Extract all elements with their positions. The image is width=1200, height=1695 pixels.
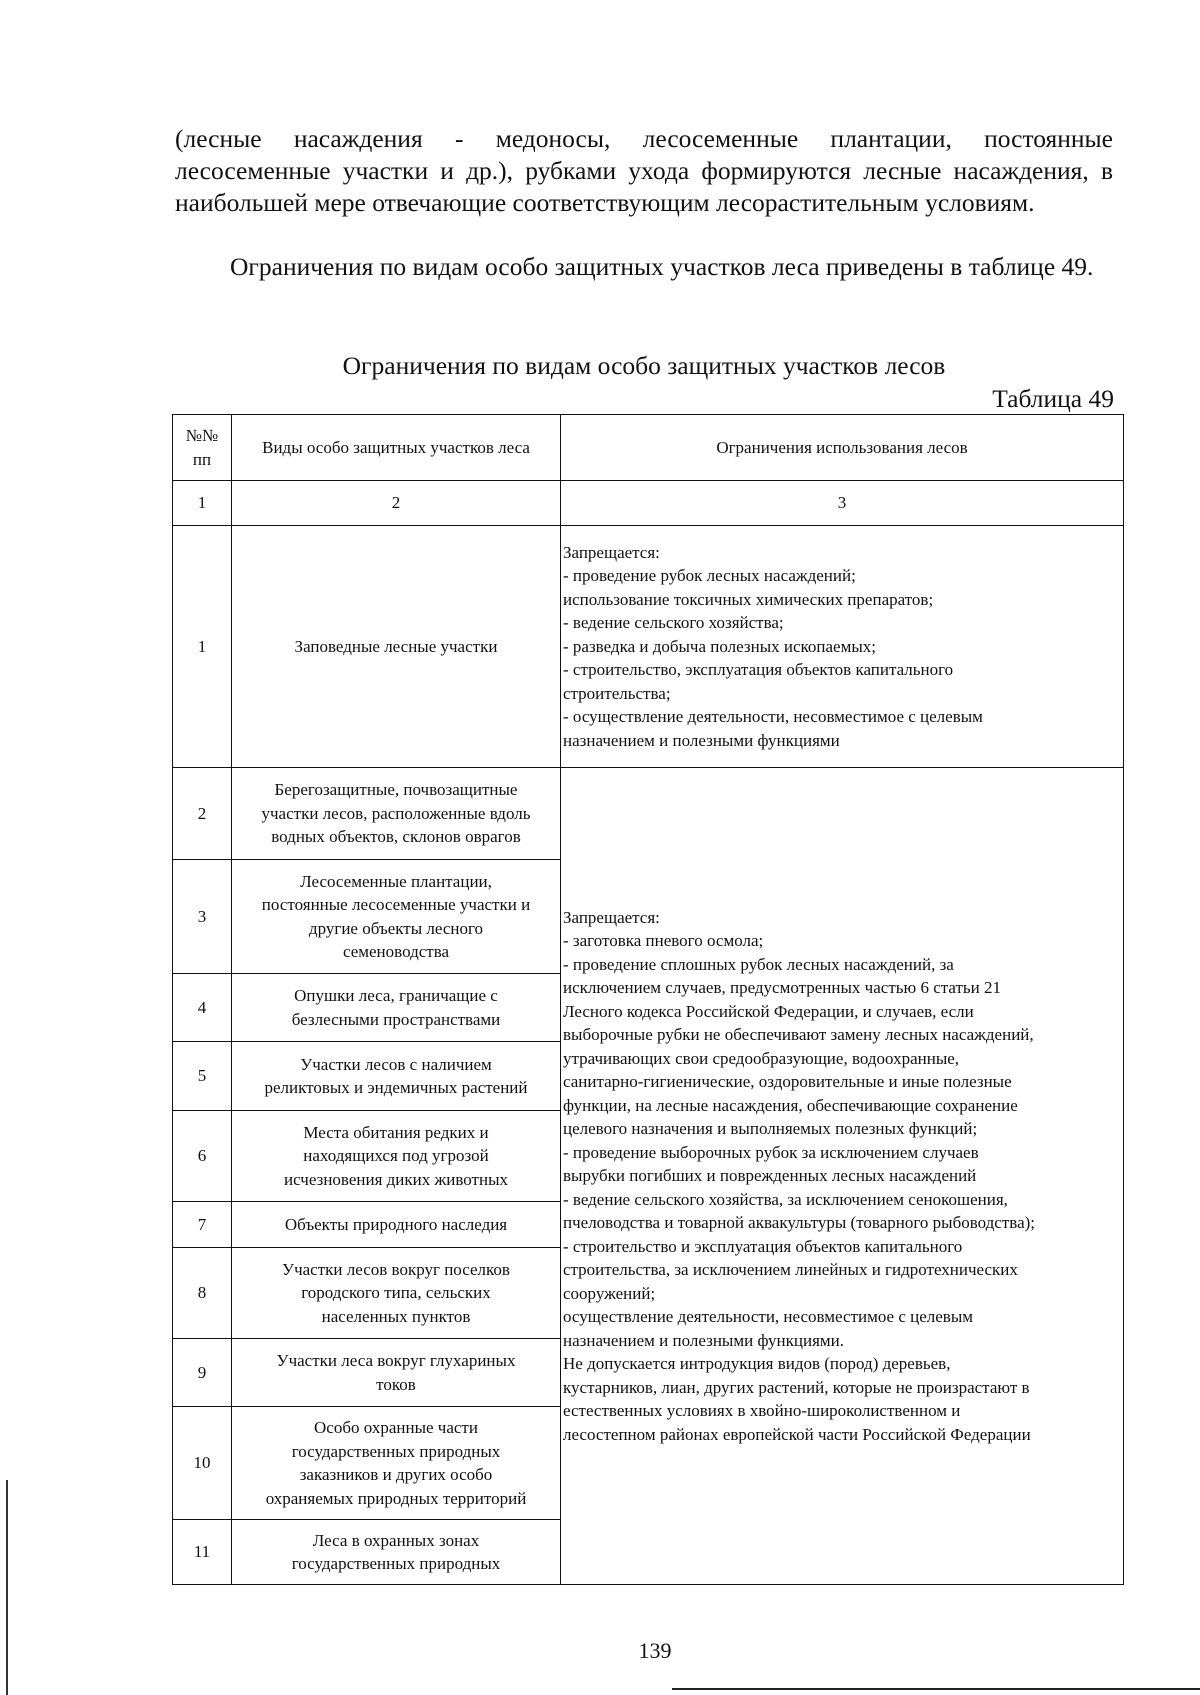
header-type: Виды особо защитных участков леса bbox=[232, 415, 561, 481]
area-type: Участки лесов с наличием реликтовых и эндемичных растений bbox=[232, 1042, 561, 1111]
row-number: 7 bbox=[173, 1202, 232, 1248]
column-number-row bbox=[173, 481, 1124, 526]
page-number: 139 bbox=[638, 1638, 672, 1663]
area-type: Опушки леса, граничащие с безлесными пространствами bbox=[232, 974, 561, 1042]
area-type: Участки леса вокруг глухариных токов bbox=[232, 1339, 561, 1407]
row-number: 11 bbox=[173, 1520, 232, 1585]
bottom-rule bbox=[672, 1688, 1200, 1690]
restrictions-cell-1: Запрещается: - проведение рубок лесных насаждений; использование токсичных химических препаратов; - ведение сельского хозяйства; - разведка и добыча полезных ископаемых; - строительство, эксплуатация объектов капитального строительства; - осуществление деятельности, несовместимое с целевым назначением и полезными функциями bbox=[561, 526, 1124, 768]
row-number: 2 bbox=[173, 768, 232, 860]
table-header-row bbox=[173, 415, 1124, 481]
table-title: Ограничения по видам особо защитных участков лесов bbox=[342, 351, 946, 380]
area-type: Берегозащитные, почвозащитные участки лесов, расположенные вдоль водных объектов, склонов оврагов bbox=[232, 768, 561, 860]
table-row bbox=[173, 526, 1124, 768]
row-number: 9 bbox=[173, 1339, 232, 1407]
header-num: №№ пп bbox=[173, 415, 232, 481]
reference-paragraph: Ограничения по видам особо защитных участков леса приведены в таблице 49. bbox=[230, 252, 1094, 281]
table-number: Таблица 49 bbox=[992, 384, 1114, 413]
row-number: 6 bbox=[173, 1111, 232, 1202]
table-row bbox=[173, 768, 1124, 860]
row-number: 3 bbox=[173, 860, 232, 974]
area-type: Лесосеменные плантации, постоянные лесосеменные участки и другие объекты лесного семеноводства bbox=[232, 860, 561, 974]
area-type: Объекты природного наследия bbox=[232, 1202, 561, 1248]
scan-edge-line bbox=[6, 1480, 8, 1695]
area-type: Особо охранные части государственных природных заказников и других особо охраняемых природных территорий bbox=[232, 1407, 561, 1520]
area-type: Заповедные лесные участки bbox=[232, 526, 561, 768]
row-number: 1 bbox=[173, 526, 232, 768]
intro-paragraph: (лесные насаждения - медоносы, лесосеменные плантации, постоянные лесосеменные участки и др.), рубками ухода формируются лесные насаждения, в наибольшей мере отвечающие соответствующим лесорастительным условиям. bbox=[175, 124, 1113, 217]
column-number: 3 bbox=[561, 481, 1124, 526]
area-type: Места обитания редких и находящихся под угрозой исчезновения диких животных bbox=[232, 1111, 561, 1202]
row-number: 8 bbox=[173, 1248, 232, 1339]
restrictions-cell-2-11: Запрещается: - заготовка пневого осмола; - проведение сплошных рубок лесных насаждений, за исключением случаев, предусмотренных частью 6 статьи 21 Лесного кодекса Российской Федерации, и случаев, если выборочные рубки не обеспечивают замену лесных насаждений, утрачивающих свои средообразующие, водоохранные, санитарно-гигиенические, оздоровительные и иные полезные функции, на лесные насаждения, обеспечивающие сохранение целевого назначения и выполняемых полезных функций; - проведение выборочных рубок за исключением случаев вырубки погибших и поврежденных лесных насаждений - ведение сельского хозяйства, за исключением сенокошения, пчеловодства и товарной аквакультуры (товарного рыбоводства); - строительство и эксплуатация объектов капитального строительства, за исключением линейных и гидротехнических сооружений; осуществление деятельности, несовместимое с целевым назначением и полезными функциями. Не допускается интродукция видов (пород) деревьев, кустарников, лиан, других растений, которые не произрастают в естественных условиях в хвойно-широколиственном и лесостепном районах европейской части Российской Федерации bbox=[561, 768, 1124, 1585]
area-type: Леса в охранных зонах государственных природных bbox=[232, 1520, 561, 1585]
column-number: 2 bbox=[232, 481, 561, 526]
row-number: 5 bbox=[173, 1042, 232, 1111]
header-restrictions: Ограничения использования лесов bbox=[561, 415, 1124, 481]
column-number: 1 bbox=[173, 481, 232, 526]
area-type: Участки лесов вокруг поселков городского типа, сельских населенных пунктов bbox=[232, 1248, 561, 1339]
row-number: 10 bbox=[173, 1407, 232, 1520]
restrictions-table bbox=[172, 414, 1124, 1585]
row-number: 4 bbox=[173, 974, 232, 1042]
